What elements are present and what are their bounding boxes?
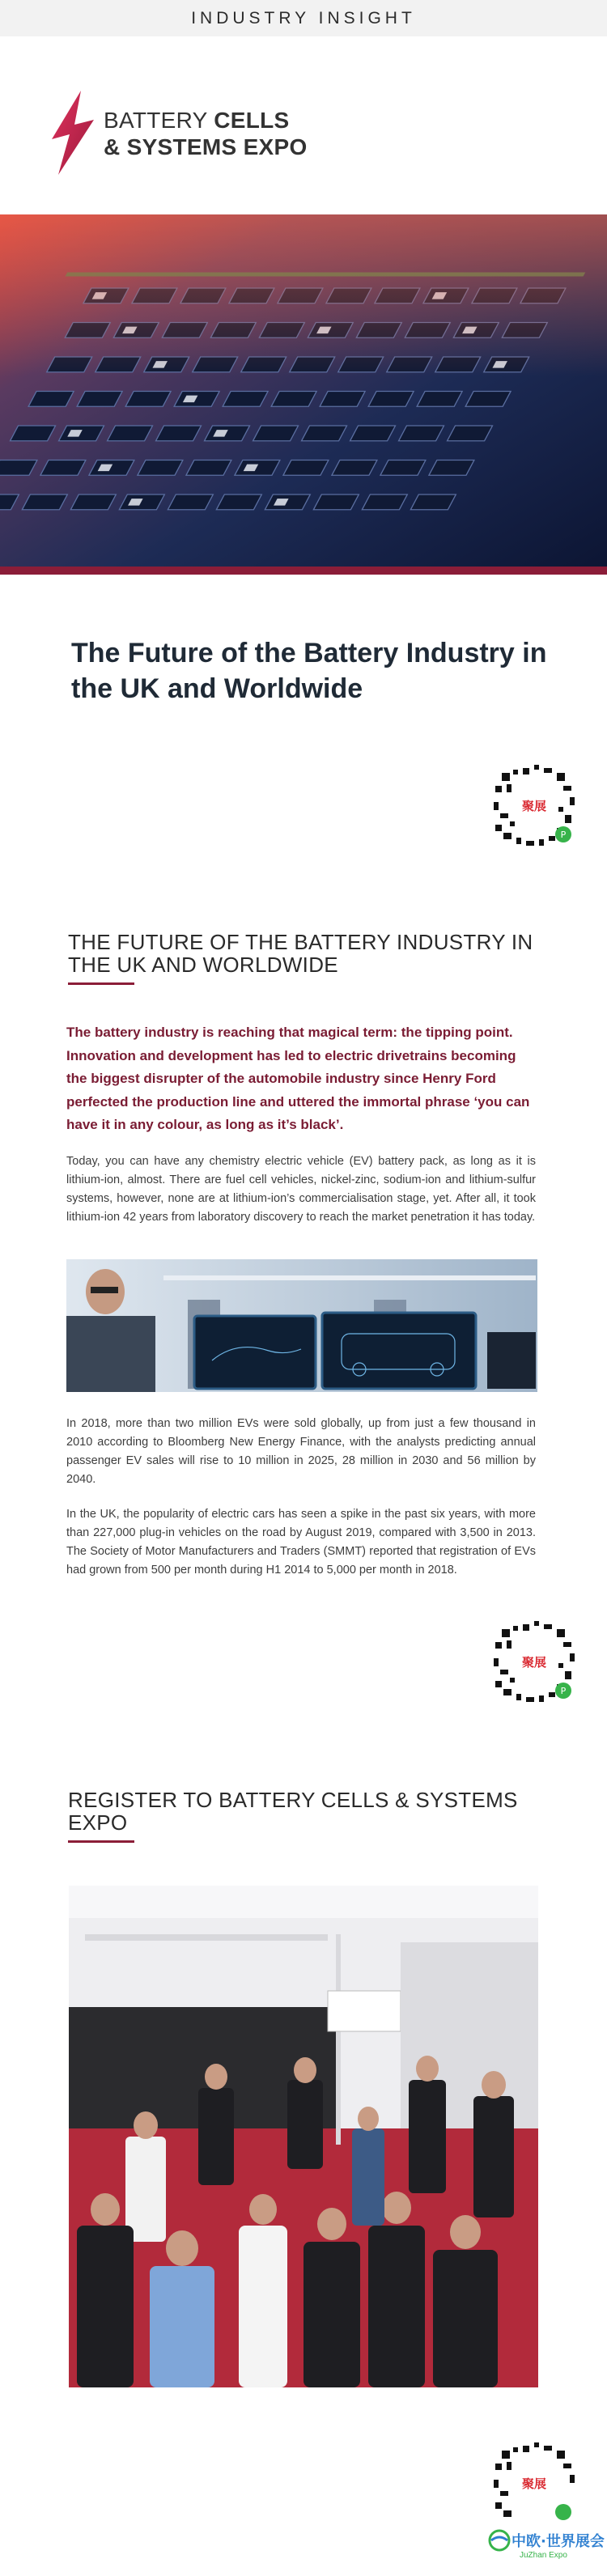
section-divider-2	[68, 1840, 134, 1843]
qr-code-icon	[486, 2434, 583, 2531]
svg-text:P: P	[560, 830, 567, 840]
logo-word-cells: CELLS	[214, 108, 290, 133]
svg-text:P: P	[560, 1686, 567, 1696]
expo-logo	[49, 87, 316, 176]
lead-paragraph: The battery industry is reaching that magical term: the tipping point. Innovation and development has led to electric drivetrains becoming the biggest disrupter of the automobile industry since Henry Ford perfected the production line and uttered the immortal phrase ‘you can have it in any colour, as long as it’s black’.	[66, 1025, 530, 1132]
top-banner	[0, 0, 607, 36]
section-divider-1	[68, 982, 134, 985]
qr-code-1[interactable]	[486, 757, 583, 854]
paragraph-2: In 2018, more than two million EVs were sold globally, up from just a few thousand in 2010 according to Bloomberg New Energy Finance, with the analysts predicting annual passenger EV sales will rise to 10 million in 2025, 28 million in 2030 and 56 million by 2040.	[66, 1417, 536, 1486]
paragraph-3: In the UK, the popularity of electric cars has seen a spike in the past six years, with more than 227,000 plug-in vehicles on the road by August 2019, compared with 3,500 in 2013. The Society of Motor Manufacturers and Traders (SMMT) reported that registration of EVs had grown from 500 per month during H1 2014 to 5,000 per month in 2018.	[66, 1508, 536, 1577]
logo-wordmark	[104, 107, 308, 160]
image-engineer-monitors	[66, 1259, 537, 1392]
logo-word-battery: BATTERY	[104, 108, 214, 133]
paragraph-1: Today, you can have any chemistry electric vehicle (EV) battery pack, as long as it is lithium-ion, almost. There are fuel cell vehicles, nickel-zinc, sodium-ion and lithium-sulfur systems, however, none are at lithium-ion’s commercialisation stage, yet. After all, it took lithium-ion 42 years from laboratory discovery to reach the market penetration it has today.	[66, 1155, 536, 1224]
section-heading-future: THE FUTURE OF THE BATTERY INDUSTRY IN THE UK AND WORLDWIDE	[68, 930, 533, 977]
qr-code-3[interactable]	[486, 2434, 583, 2531]
qr-code-icon	[486, 757, 583, 854]
lightning-bolt-icon	[49, 91, 97, 175]
footer-brand	[487, 2523, 605, 2572]
qr-center-label: 聚展	[521, 799, 547, 813]
hero-image-battery-modules	[0, 214, 607, 571]
footer-brand-en: JuZhan Expo	[520, 2551, 567, 2560]
qr-code-icon	[486, 1613, 583, 1710]
section-heading-register: REGISTER TO BATTERY CELLS & SYSTEMS EXPO	[68, 1788, 518, 1835]
hero-accent-bar	[0, 567, 607, 575]
banner-label: INDUSTRY INSIGHT	[191, 8, 416, 28]
article-title: The Future of the Battery Industry in the UK and Worldwide	[71, 638, 547, 704]
footer-brand-cn: 中欧·世界展会	[511, 2533, 605, 2550]
qr-code-2[interactable]	[486, 1613, 583, 1710]
globe-icon	[487, 2528, 511, 2553]
image-expo-crowd	[69, 1886, 538, 2387]
qr-center-label: 聚展	[521, 1655, 547, 1670]
logo-word-systems-expo: & SYSTEMS EXPO	[104, 134, 308, 159]
qr-center-label: 聚展	[521, 2476, 547, 2491]
